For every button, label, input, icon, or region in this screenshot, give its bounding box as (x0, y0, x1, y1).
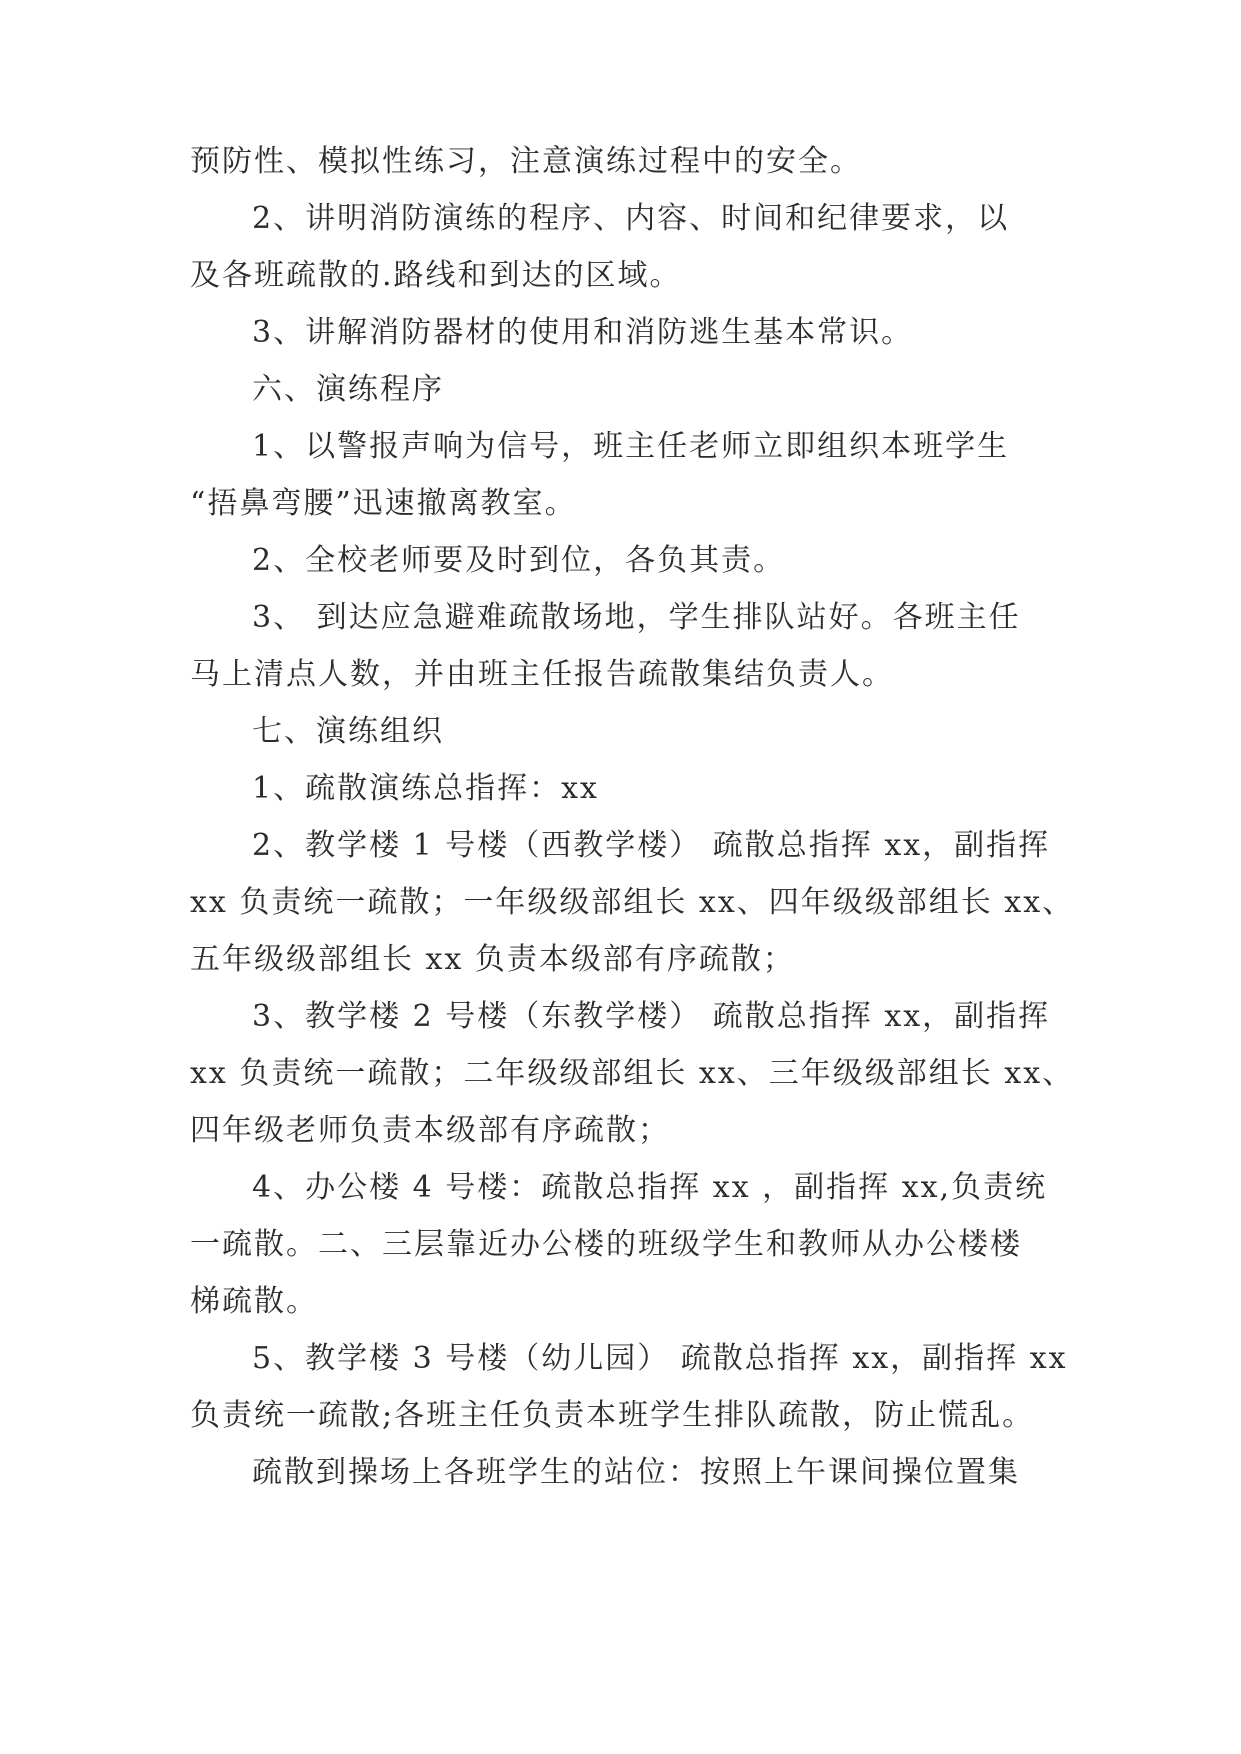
text-line: 预防性、模拟性练习，注意演练过程中的安全。 (190, 144, 862, 179)
text-line: 疏散到操场上各班学生的站位：按照上午课间操位置集 (252, 1455, 1020, 1490)
text-line: 负责统一疏散;各班主任负责本班学生排队疏散，防止慌乱。 (190, 1398, 1035, 1433)
text-line: 4、办公楼 4 号楼：疏散总指挥 xx ，副指挥 xx,负责统 (252, 1170, 1048, 1205)
text-line: 及各班疏散的.路线和到达的区域。 (190, 258, 682, 293)
text-line: 2、讲明消防演练的程序、内容、时间和纪律要求，以 (252, 201, 1010, 236)
text-line: 1、以警报声响为信号，班主任老师立即组织本班学生 (252, 429, 1010, 464)
section-heading: 七、演练组织 (252, 714, 444, 749)
text-line: 一疏散。二、三层靠近办公楼的班级学生和教师从办公楼楼 (190, 1227, 1022, 1262)
text-line: 五年级级部组长 xx 负责本级部有序疏散； (190, 942, 795, 977)
text-line: 2、教学楼 1 号楼（西教学楼） 疏散总指挥 xx，副指挥 (252, 828, 1051, 863)
text-line: 5、教学楼 3 号楼（幼儿园） 疏散总指挥 xx，副指挥 xx (252, 1341, 1068, 1376)
text-line: “捂鼻弯腰”迅速撤离教室。 (190, 486, 577, 521)
text-line: 四年级老师负责本级部有序疏散； (190, 1113, 670, 1148)
section-heading: 六、演练程序 (252, 372, 444, 407)
text-line: 3、 到达应急避难疏散场地，学生排队站好。各班主任 (252, 600, 1021, 635)
text-line: 马上清点人数，并由班主任报告疏散集结负责人。 (190, 657, 894, 692)
text-line: xx 负责统一疏散；一年级级部组长 xx、四年级级部组长 xx、 (190, 885, 1075, 920)
text-line: 1、疏散演练总指挥：xx (252, 771, 599, 806)
text-line: 3、讲解消防器材的使用和消防逃生基本常识。 (252, 315, 914, 350)
text-line: 梯疏散。 (190, 1284, 318, 1319)
text-line: xx 负责统一疏散；二年级级部组长 xx、三年级级部组长 xx、 (190, 1056, 1075, 1091)
text-line: 3、教学楼 2 号楼（东教学楼） 疏散总指挥 xx，副指挥 (252, 999, 1051, 1034)
text-line: 2、全校老师要及时到位，各负其责。 (252, 543, 786, 578)
